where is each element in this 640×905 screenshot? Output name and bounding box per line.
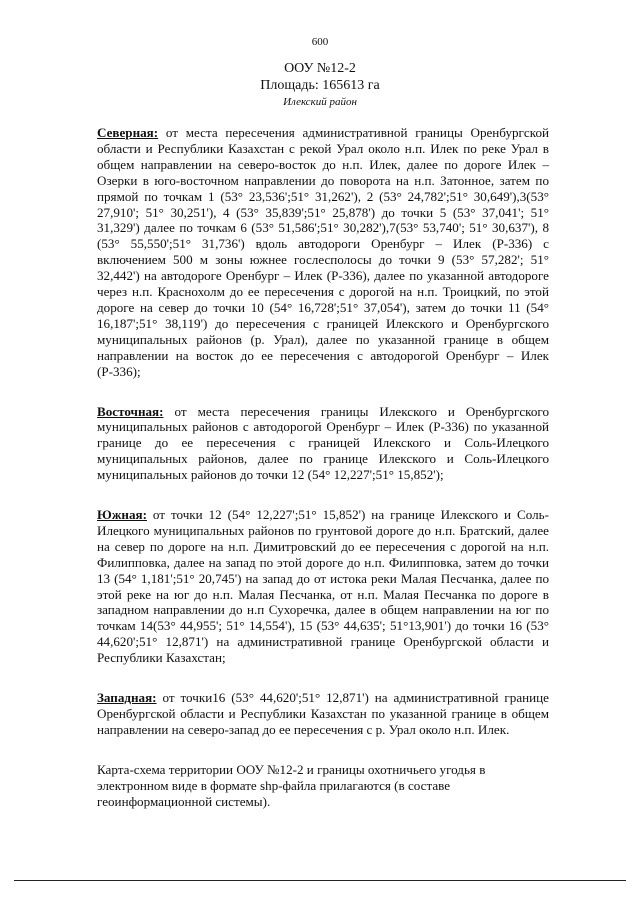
document-body bbox=[97, 125, 549, 823]
area-label: Площадь: 165613 га bbox=[260, 78, 380, 93]
map-note: Карта-схема территории ООУ №12-2 и границы охотничьего угодья в электронном виде в формате shp-файла прилагаются (в составе геоинформационной системы). bbox=[97, 761, 486, 809]
footer-divider bbox=[14, 880, 626, 881]
section-label-south: Южная: bbox=[97, 507, 147, 523]
section-text-west: от точки16 (53° 44,620';51° 12,871') на административной границе Оренбургской области и Республики Казахстан по указанной границе в общем направлении на северо-запад до ее пересечения с р. Урал около н.п. Илек. bbox=[97, 690, 549, 737]
section-east bbox=[97, 404, 549, 484]
section-north bbox=[97, 125, 549, 380]
section-text-east: от места пересечения границы Илекского и Оренбургского муниципальных районов с автодорогой Оренбург – Илек (Р-336) по указанной границе до ее пересечения с границей Илекского и Соль-Илецкого муниципальных районов, далее по границе Илекского и Соль-Илецкого муниципальных районов до точки 12 (54° 12,227';51° 15,852'); bbox=[97, 403, 549, 483]
section-west bbox=[97, 690, 549, 738]
section-label-north: Северная: bbox=[97, 125, 159, 140]
page-number: 600 bbox=[311, 36, 329, 48]
section-label-west: Западная: bbox=[97, 690, 157, 706]
district-label: Илекский район bbox=[283, 96, 357, 108]
document-title: ООУ №12-2 bbox=[284, 61, 356, 76]
section-text-south: от точки 12 (54° 12,227';51° 15,852') на границе Илекского и Соль-Илецкого муниципальных районов по грунтовой дороге до н.п. Братский, далее на север по дороге на н.п. Димитровский до ее пересечения с дорогой на н.п. Филипповка, далее на запад по этой дороге до н.п. Филипповка, затем до точки 13 (54° 1,181';51° 20,745') на запад до от истока реки Малая Песчанка, далее по этой реке на юг до н.п. Малая Песчанка, от н.п. Малая Песчанка по дороге в западном направлении до н.п Сухоречка, далее в общем направлении на юг по точкам 14(53° 44,955'; 51° 14,554'), 15 (53° 44,635'; 51°13,901') до точки 16 (53° 44,620';51° 12,871') на административной границе Оренбургской области и Республики Казахстан; bbox=[97, 507, 549, 666]
section-south bbox=[97, 507, 549, 666]
section-text-north: от места пересечения административной границы Оренбургской области и Республики Казахстан с рекой Урал около н.п. Илек по реке Урал в общем направлении на северо-восток до н.п. Илек, далее по дороге Илек – Озерки в юго-восточном направлении до поворота на н.п. Затонное, затем по прямой по точкам 1 (53° 23,536';51° 31,262'), 2 (53° 24,782';51° 30,649'),3(53° 27,910'; 51° 30,251'), 4 (53° 35,839';51° 25,878') до точки 5 (53° 37,041'; 51° 31,329') далее по точкам 6 (53° 51,586';51° 30,282'),7(53° 53,740'; 51° 30,637'), 8 (53° 55,550';51° 31,736') вдоль автодороги Оренбург – Илек (Р-336) с включением 500 м зоны южнее гослесполосы до точки 9 (53° 57,282'; 51° 32,442') на автодороге Оренбург – Илек (Р-336), далее по указанной автодороге через н.п. Краснохолм до ее пересечения с дорогой на н.п. Троицкий, по этой дороге на север до точки 10 (54° 16,728';51° 37,054'), затем до точки 11 (54° 16,187';51° 38,119') до пересечения с границей Илекского и Оренбургского муниципальных районов (р. Урал), далее по указанной границе в общем направлении на восток до ее пересечения с автодорогой Оренбург – Илек (Р-336); bbox=[97, 125, 549, 379]
section-label-east: Восточная: bbox=[97, 403, 164, 419]
document-header bbox=[0, 60, 640, 111]
